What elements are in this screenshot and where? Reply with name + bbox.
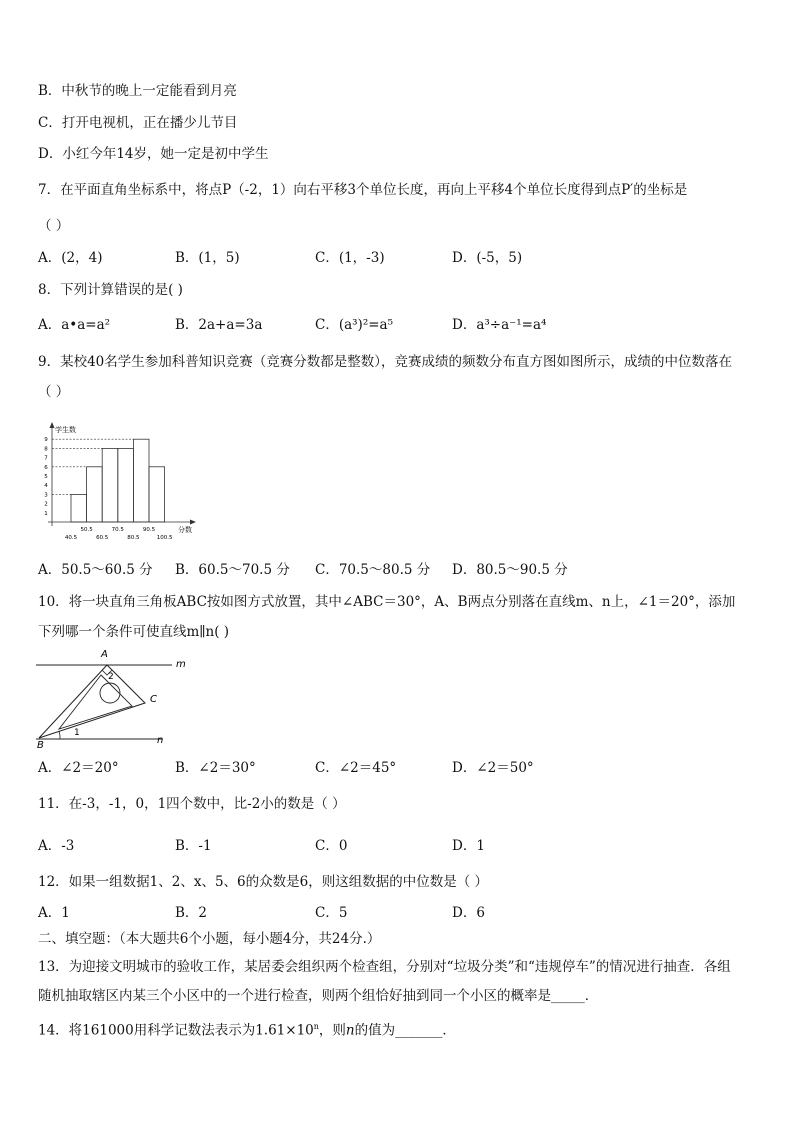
y-tick-label: 6 <box>44 464 48 471</box>
label-b: B <box>37 740 44 750</box>
y-tick-label: 4 <box>44 483 48 490</box>
x-tick-label: 40.5 <box>64 535 78 541</box>
y-tick-label: 8 <box>44 446 48 453</box>
x-tick-label: 80.5 <box>127 535 140 541</box>
question-7: 7．在平面直角坐标系中，将点P（-2，1）向右平移3个单位长度，再向上平移4个单位长度得到点P′的坐标是 <box>38 182 688 198</box>
y-axis-arrow <box>50 422 55 428</box>
question-11-options <box>38 837 598 855</box>
angle-1-arc <box>59 731 60 739</box>
label-m: m <box>176 659 186 670</box>
y-tick-label: 1 <box>44 510 48 517</box>
option-c: C．(1，-3) <box>315 250 385 266</box>
frequency-histogram <box>30 418 210 546</box>
option-d: D．a³÷a⁻¹=a⁴ <box>452 317 547 333</box>
label-c: C <box>150 694 157 705</box>
x-tick-label: 90.5 <box>142 527 156 533</box>
q14-exponent: n <box>313 1022 319 1031</box>
option-a: A．(2，4) <box>38 250 103 266</box>
option-a: A．-3 <box>38 838 75 854</box>
option-d: D．6 <box>452 905 485 921</box>
option-b: B．60.5～70.5 分 <box>175 562 290 578</box>
option-c: C．5 <box>315 905 348 921</box>
x-tick-label: 50.5 <box>80 527 93 533</box>
option-d: D．1 <box>452 838 485 854</box>
y-axis-label: 学生数 <box>55 426 76 434</box>
question-7-options <box>38 249 598 267</box>
option-c: C．0 <box>315 838 348 854</box>
y-tick-label: 2 <box>44 501 48 508</box>
option-d: D．∠2＝50° <box>452 760 534 776</box>
histogram-bar <box>118 448 134 522</box>
option-b: B．2 <box>175 905 208 921</box>
x-tick-label: 60.5 <box>96 535 109 541</box>
x-axis-arrow <box>190 520 196 525</box>
label-angle-2: 2 <box>108 672 114 682</box>
x-tick-label: 70.5 <box>111 527 124 533</box>
question-10-cont: 下列哪一个条件可使直线m∥n( ) <box>38 624 230 640</box>
question-12-options <box>38 904 598 922</box>
y-tick-label: 9 <box>44 437 48 444</box>
option-b: B．(1，5) <box>175 250 240 266</box>
question-7-paren: （ ） <box>38 218 70 234</box>
histogram-bar <box>149 467 165 522</box>
option-a: A．∠2＝20° <box>38 760 119 776</box>
triangle-hole <box>100 683 120 703</box>
q14-text-c: 的值为_______． <box>354 1022 456 1039</box>
triangle-abc <box>39 665 145 738</box>
option-d: D．(-5，5) <box>452 250 523 266</box>
histogram-bar <box>71 494 87 522</box>
option-b: B．∠2＝30° <box>175 760 256 776</box>
option-b: B．2a+a=3a <box>175 317 263 333</box>
question-9: 9．某校40名学生参加科普知识竞赛（竞赛分数都是整数），竞赛成绩的频数分布直方图如图所示，成绩的中位数落在 <box>38 354 733 370</box>
label-n: n <box>157 735 164 746</box>
question-13-cont: 随机抽取辖区内某三个小区中的一个进行检查，则两个组恰好抽到同一个小区的概率是_____． <box>38 988 599 1004</box>
label-a: A <box>101 649 108 660</box>
question-8: 8．下列计算错误的是( ) <box>38 282 183 298</box>
option-c: C．70.5～80.5 分 <box>315 562 431 578</box>
q14-text-b: ，则 <box>318 1022 346 1039</box>
q6-option-d: D．小红今年14岁，她一定是初中学生 <box>38 146 269 162</box>
x-axis-label: 分数 <box>178 526 192 534</box>
option-a: A．a•a=a² <box>38 317 111 333</box>
y-tick-label: 7 <box>44 455 48 462</box>
question-9-options <box>38 561 598 579</box>
y-tick-label: 3 <box>44 492 48 499</box>
option-c: C．∠2＝45° <box>315 760 397 776</box>
x-tick-label: 100.5 <box>156 535 173 541</box>
question-14 <box>38 1018 456 1040</box>
histogram-bar <box>102 448 118 522</box>
question-10: 10．将一块直角三角板ABC按如图方式放置，其中∠ABC＝30°，A、B两点分别落在直线m、n上，∠1＝20°，添加 <box>38 594 736 610</box>
option-c: C．(a³)²=a⁵ <box>315 317 394 333</box>
question-11: 11．在-3，-1，0，1四个数中，比-2小的数是（ ） <box>38 796 346 812</box>
histogram-bar <box>133 439 149 522</box>
option-b: B．-1 <box>175 838 212 854</box>
question-10-options <box>38 759 598 777</box>
option-d: D．80.5～90.5 分 <box>452 562 568 578</box>
question-8-options <box>38 316 598 334</box>
histogram-bar <box>87 467 103 522</box>
q6-option-c: C．打开电视机，正在播少儿节目 <box>38 115 238 131</box>
question-9-paren: （ ） <box>38 384 70 400</box>
q14-variable: n <box>345 1022 355 1039</box>
triangle-figure <box>34 645 194 750</box>
question-12: 12．如果一组数据1、2、x、5、6的众数是6，则这组数据的中位数是（ ） <box>38 874 489 890</box>
triangle-inner <box>59 675 132 729</box>
option-a: A．50.5～60.5 分 <box>38 562 153 578</box>
question-13: 13．为迎接文明城市的验收工作，某居委会组织两个检查组，分别对“垃圾分类”和“违规停车”的情况进行抽查．各组 <box>38 959 731 975</box>
label-angle-1: 1 <box>74 728 80 738</box>
option-a: A．1 <box>38 905 70 921</box>
y-tick-label: 5 <box>44 474 48 480</box>
q6-option-b: B．中秋节的晚上一定能看到月亮 <box>38 83 237 99</box>
section-2-heading: 二、填空题：（本大题共6个小题，每小题4分，共24分.） <box>38 931 381 947</box>
q14-text-a: 14．将161000用科学记数法表示为1.61×10 <box>38 1022 314 1039</box>
